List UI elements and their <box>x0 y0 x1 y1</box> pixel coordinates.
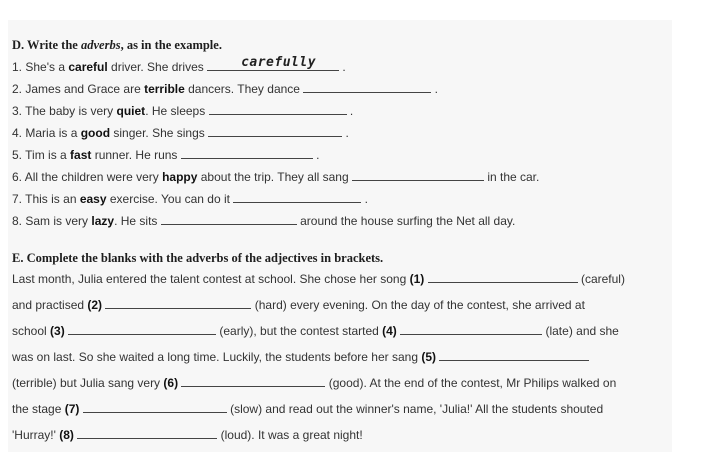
item-number: 7. <box>12 192 23 206</box>
exercise-e-line-1 <box>12 271 625 286</box>
item-adjective: careful <box>68 60 108 74</box>
gap-number: (7) <box>64 402 80 416</box>
item-number: 3. <box>12 104 23 118</box>
exercise-e-line-6 <box>12 401 603 416</box>
answer-blank[interactable] <box>207 55 339 71</box>
exercise-d-item-8 <box>12 213 515 228</box>
gap-number: (3) <box>50 324 65 338</box>
paragraph-text: Last month, Julia entered the talent contest at school. She chose her song <box>12 272 410 286</box>
paragraph-text: (slow) and read out the winner's name, 'Julia!' All the students shouted <box>226 402 604 416</box>
item-text: . <box>364 192 368 206</box>
item-text: singer. She sings <box>110 126 209 140</box>
exercise-e-line-2 <box>12 297 585 312</box>
item-text: in the car. <box>487 170 540 184</box>
item-text: runner. He runs <box>91 148 181 162</box>
item-number: 8. <box>12 214 23 228</box>
exercise-e-line-4 <box>12 349 589 364</box>
item-text: . <box>342 60 346 74</box>
exercise-e-line-3 <box>12 323 619 338</box>
paragraph-text: (late) and she <box>542 324 619 338</box>
paragraph-text: (good). At the end of the contest, Mr Philips walked on <box>325 376 617 390</box>
heading-text: , as in the example. <box>120 38 222 52</box>
paragraph-text: (hard) every evening. On the day of the contest, she arrived at <box>251 298 585 312</box>
item-text: . <box>316 148 320 162</box>
item-text: dancers. They dance <box>184 82 304 96</box>
item-number: 1. <box>12 60 23 74</box>
item-number: 4. <box>12 126 23 140</box>
gap-number: (6) <box>163 376 179 390</box>
item-text: Sam is very <box>25 214 92 228</box>
item-number: 2. <box>12 82 23 96</box>
answer-blank-2[interactable] <box>105 297 251 309</box>
gap-number: (8) <box>59 428 74 442</box>
answer-blank-8[interactable] <box>77 427 217 439</box>
item-text: driver. She drives <box>107 60 208 74</box>
answer-blank-1[interactable] <box>428 271 578 283</box>
item-adjective: fast <box>70 148 92 162</box>
item-adjective: good <box>80 126 111 140</box>
item-adjective: lazy <box>91 214 115 228</box>
exercise-e-line-5 <box>12 375 616 390</box>
exercise-d-item-4 <box>12 125 349 140</box>
paragraph-text: and practised <box>12 298 88 312</box>
handwritten-answer: carefully <box>241 55 317 70</box>
paragraph-text: (early), but the contest started <box>216 324 383 338</box>
item-text: . <box>349 104 354 118</box>
item-text: All the children were very <box>24 170 163 184</box>
exercise-d-item-5 <box>12 147 319 162</box>
section-d-heading <box>12 38 222 53</box>
answer-blank-5[interactable] <box>439 349 589 361</box>
paragraph-text: was on last. So she waited a long time. Luckily, the students before her sang <box>12 350 422 364</box>
item-text: She's a <box>25 60 69 74</box>
item-text: Maria is a <box>25 126 81 140</box>
section-e-heading: E. Complete the blanks with the adverbs of the adjectives in brackets. <box>12 251 384 265</box>
answer-blank[interactable] <box>233 191 361 203</box>
heading-emphasis: adverbs <box>80 38 121 52</box>
item-text: . He sleeps <box>145 104 209 118</box>
paragraph-text: 'Hurray!' <box>12 428 60 442</box>
answer-blank[interactable] <box>209 103 347 115</box>
paragraph-text: (loud). It was a great night! <box>217 428 363 442</box>
item-number: 5. <box>12 148 23 162</box>
item-text: about the trip. They all sang <box>197 170 352 184</box>
exercise-d-item-3 <box>12 103 353 118</box>
answer-blank-4[interactable] <box>400 323 542 335</box>
exercise-e-line-7 <box>12 427 363 442</box>
item-adjective: terrible <box>144 82 185 96</box>
item-text: exercise. You can do it <box>106 192 234 206</box>
gap-number: (2) <box>87 298 103 312</box>
gap-number: (1) <box>409 272 425 286</box>
heading-text: D. Write the <box>12 38 81 52</box>
paragraph-text: (terrible) but Julia sang very <box>12 376 164 390</box>
gap-number: (5) <box>421 350 437 364</box>
answer-blank[interactable] <box>208 125 342 137</box>
item-text: This is an <box>25 192 80 206</box>
item-text: . <box>434 82 438 96</box>
item-text: James and Grace are <box>25 82 145 96</box>
answer-blank-6[interactable] <box>181 375 325 387</box>
item-text: . <box>345 126 349 140</box>
item-text: The baby is very <box>25 104 117 118</box>
exercise-d-item-1 <box>12 55 346 74</box>
exercise-d-item-7 <box>12 191 368 206</box>
item-adjective: happy <box>162 170 198 184</box>
gap-number: (4) <box>382 324 397 338</box>
exercise-d-item-6 <box>12 169 539 184</box>
answer-blank[interactable] <box>303 81 431 93</box>
answer-blank[interactable] <box>181 147 313 159</box>
item-text: around the house surfing the Net all day. <box>300 214 516 228</box>
answer-blank[interactable] <box>352 169 484 181</box>
item-text: Tim is a <box>25 148 71 162</box>
paragraph-text: the stage <box>12 402 65 416</box>
item-text: . He sits <box>114 214 161 228</box>
answer-blank-3[interactable] <box>68 323 216 335</box>
item-adjective: easy <box>79 192 107 206</box>
paragraph-text: school <box>12 324 51 338</box>
item-adjective: quiet <box>116 104 146 118</box>
paragraph-text: (careful) <box>577 272 625 286</box>
answer-blank-7[interactable] <box>83 401 227 413</box>
answer-blank[interactable] <box>161 213 297 225</box>
item-number: 6. <box>12 170 23 184</box>
exercise-d-item-2 <box>12 81 438 96</box>
